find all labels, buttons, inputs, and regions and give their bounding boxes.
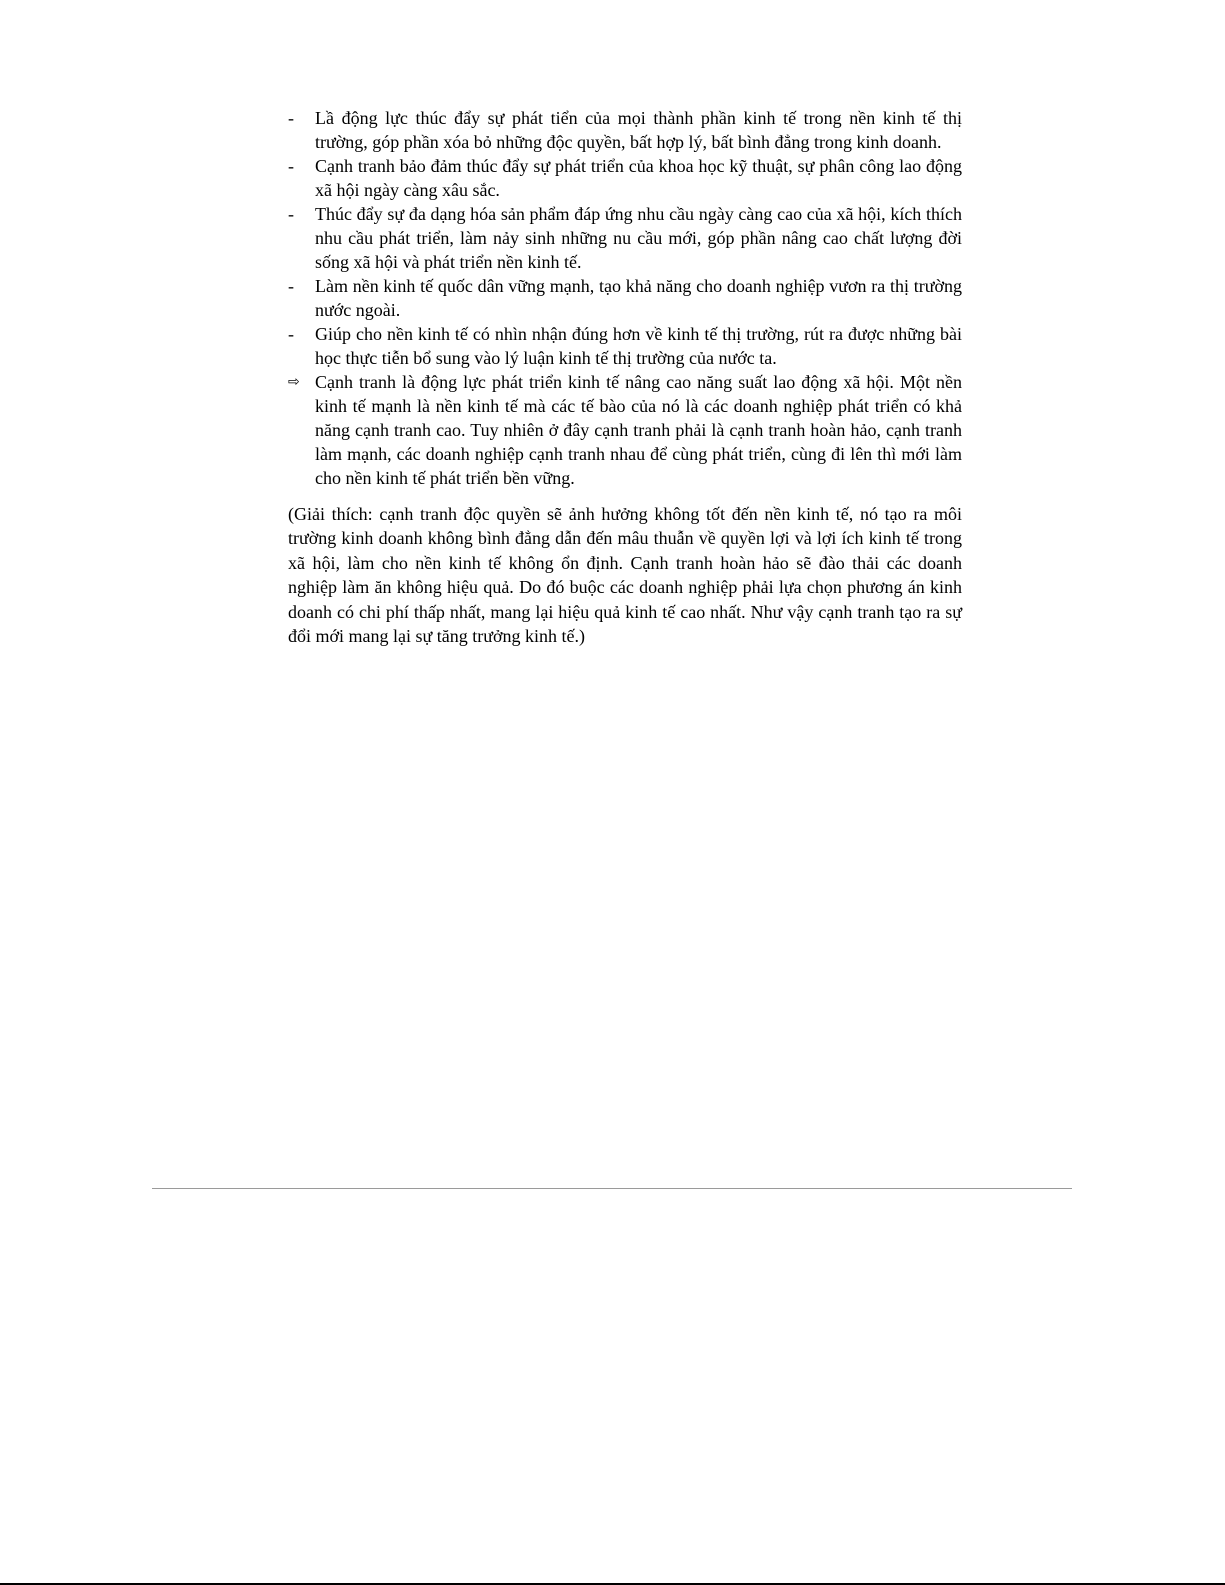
- list-item-text: Cạnh tranh bảo đảm thúc đẩy sự phát triển của khoa học kỹ thuật, sự phân công lao động xã hội ngày càng xâu sắc.: [315, 156, 962, 200]
- arrow-right-icon: ⇨: [288, 374, 300, 390]
- list-item: [288, 202, 962, 274]
- benefits-list: [288, 106, 962, 370]
- dash-bullet: -: [288, 276, 294, 296]
- list-item: [288, 154, 962, 202]
- explanation-paragraph: (Giải thích: cạnh tranh độc quyền sẽ ảnh hưởng không tốt đến nền kinh tế, nó tạo ra môi trường kinh doanh không bình đẳng dẫn đến mâu thuẫn về quyền lợi và lợi ích kinh tế trong xã hội, làm cho nền kinh tế không ổn định. Cạnh tranh hoàn hảo sẽ đào thải các doanh nghiệp làm ăn không hiệu quả. Do đó buộc các doanh nghiệp phải lựa chọn phương án kinh doanh có chi phí thấp nhất, mang lại hiệu quả kinh tế cao nhất. Như vậy cạnh tranh tạo ra sự đổi mới mang lại sự tăng trưởng kinh tế.): [288, 504, 962, 647]
- page-body: [288, 106, 962, 666]
- list-item-text: Lầ động lực thúc đẩy sự phát tiển của mọi thành phần kinh tế trong nền kinh tế thị trường, góp phần xóa bỏ những độc quyền, bất hợp lý, bất bình đẳng trong kinh doanh.: [315, 108, 962, 152]
- dash-bullet: -: [288, 108, 294, 128]
- list-item-text: Làm nền kinh tế quốc dân vững mạnh, tạo khả năng cho doanh nghiệp vươn ra thị trường nước ngoài.: [315, 276, 962, 320]
- footer-divider: [152, 1188, 1072, 1189]
- dash-bullet: -: [288, 156, 294, 176]
- list-item: [288, 274, 962, 322]
- list-item: [288, 322, 962, 370]
- list-item: [288, 106, 962, 154]
- list-item-text: Thúc đẩy sự đa dạng hóa sản phẩm đáp ứng nhu cầu ngày càng cao của xã hội, kích thích nhu cầu phát triển, làm nảy sinh những nu cầu mới, góp phần nâng cao chất lượng đời sống xã hội và phát triển nền kinh tế.: [315, 204, 962, 272]
- list-item-text: Giúp cho nền kinh tế có nhìn nhận đúng hơn về kinh tế thị trường, rút ra được những bài học thực tiễn bổ sung vào lý luận kinh tế thị trường của nước ta.: [315, 324, 962, 368]
- dash-bullet: -: [288, 324, 294, 344]
- conclusion-text: Cạnh tranh là động lực phát triển kinh tế nâng cao năng suất lao động xã hội. Một nền kinh tế mạnh là nền kinh tế mà các tế bào của nó là các doanh nghiệp phát triển có khả năng cạnh tranh cao. Tuy nhiên ở đây cạnh tranh phải là cạnh tranh hoàn hảo, cạnh tranh làm mạnh, các doanh nghiệp cạnh tranh nhau để cùng phát triển, cùng đi lên thì mới làm cho nền kinh tế phát triển bền vững.: [315, 372, 962, 488]
- conclusion-paragraph: [288, 370, 962, 490]
- dash-bullet: -: [288, 204, 294, 224]
